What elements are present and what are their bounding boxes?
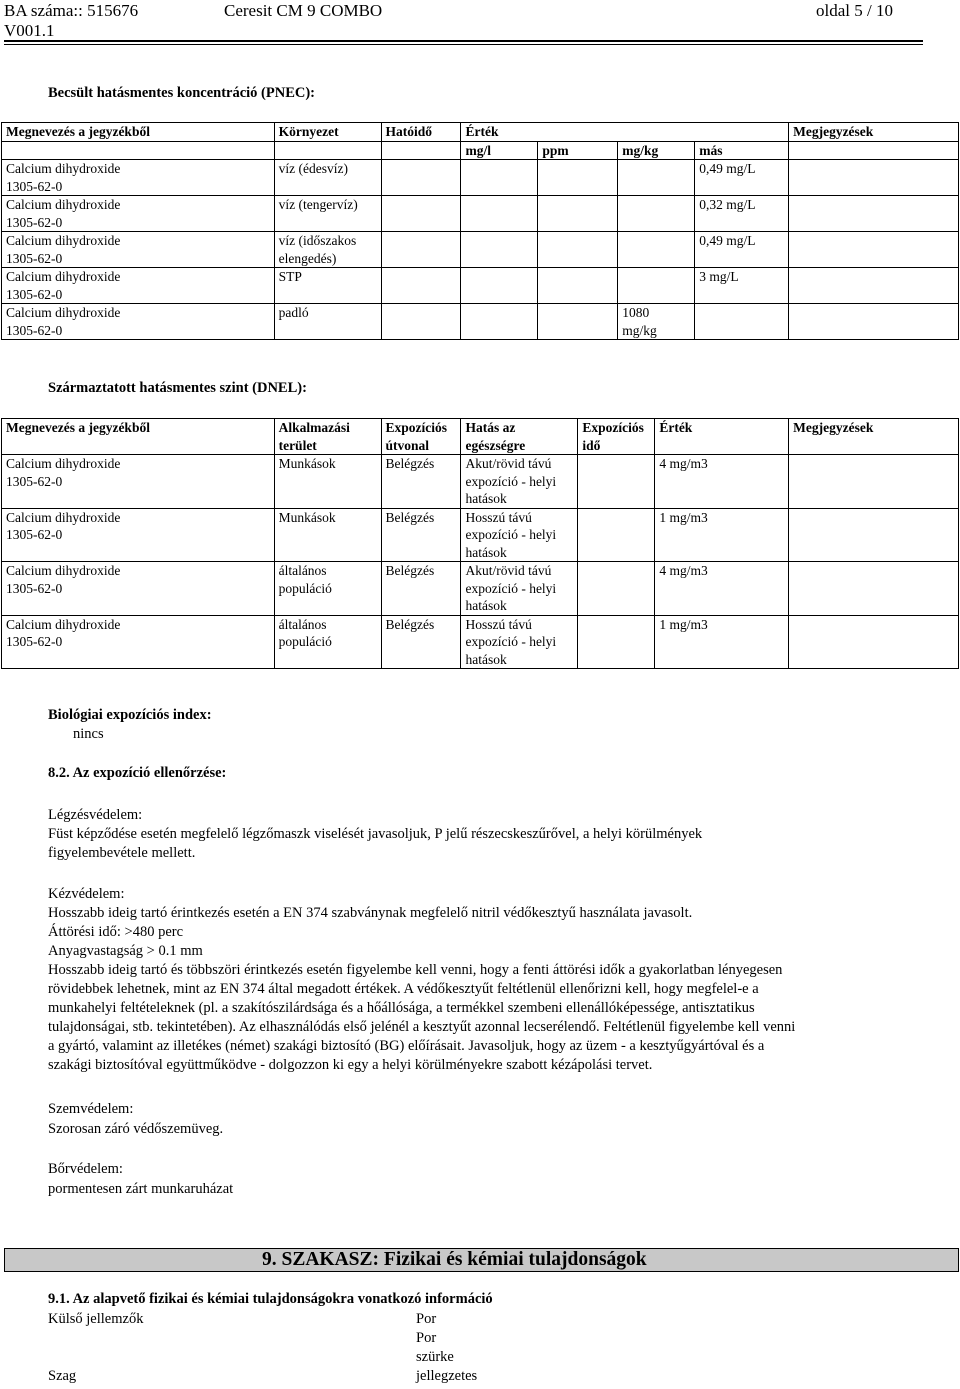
substance-name: Calcium dihydroxide [6,197,121,212]
pnec-header-row [2,123,959,142]
dnel-header-name: Megnevezés a jegyzékből [2,419,275,455]
substance-name: Calcium dihydroxide [6,269,121,284]
hand-line-5: munkahelyi feltételeknek (pl. a szakítószilárdsága és a hőállósága, a termékkel szembeni ellenállóképessége, antisztatikus [48,1000,755,1016]
eye-label: Szemvédelem: [48,1101,134,1117]
health-effect-cont2: hatások [465,491,507,506]
dnel-value: 1 mg/m3 [659,616,708,632]
dnel-header-effect: Hatás az [465,420,516,435]
substance-name: Calcium dihydroxide [6,616,121,632]
exposure-route: Belégzés [385,616,435,632]
dnel-header-area-cont: terület [278,437,317,453]
health-effect: Akut/rövid távú [465,563,552,578]
hand-line-3: Hosszabb ideig tartó és többszöri érintkezés esetén figyelembe kell venni, hogy a fenti áttörési idők a gyakorlatban lényegesen [48,962,783,978]
dnel-value: 4 mg/m3 [659,456,708,471]
dnel-header-row [2,419,959,455]
cas-number: 1305-62-0 [6,527,63,542]
exposure-route: Belégzés [385,509,435,525]
environment: víz (édesvíz) [278,161,348,176]
respiratory-label: Légzésvédelem: [48,807,143,823]
bio-index-value: nincs [73,726,104,742]
application-area: általános [278,563,327,578]
table-row [2,615,959,669]
hand-line-0: Hosszabb ideig tartó érintkezés esetén a EN 374 szabványnak megfelelő nitril védőkesztyű használata javasolt. [48,905,693,921]
dnel-value: 1 mg/m3 [659,509,708,525]
dnel-header-route-cont: útvonal [385,437,430,453]
pnec-header-ppm: ppm [538,141,618,160]
pnec-header-time: Hatóidő [381,123,461,142]
dnel-header-time-cont: idő [582,437,601,453]
health-effect-cont2: hatások [465,598,507,613]
application-area: általános [278,616,327,632]
appearance-value-1: Por [416,1330,437,1346]
environment: víz (tengervíz) [278,197,358,212]
pnec-title: Becsült hatásmentes koncentráció (PNEC): [48,85,316,101]
cas-number: 1305-62-0 [6,322,63,338]
table-row [2,268,959,304]
appearance-value-2: szürke [416,1349,454,1365]
hand-line-4: rövidebbek lehetnek, mint az EN 374 által megadott értékek. A védőkesztyűt feltétlenül ellenőrizni kell, hogy megfelel-e a [48,981,759,997]
skin-label: Bőrvédelem: [48,1161,123,1177]
health-effect: Hosszú távú [465,509,532,525]
application-area-cont: populáció [278,580,332,596]
application-area: Munkások [278,456,336,471]
dnel-header-route: Expozíciós [385,420,448,435]
application-area-cont: populáció [278,634,332,649]
table-row [2,196,959,232]
health-effect: Akut/rövid távú [465,456,552,471]
dnel-title: Származtatott hatásmentes szint (DNEL): [48,380,307,396]
value-other: 0,32 mg/L [699,197,756,212]
cas-number: 1305-62-0 [6,214,63,230]
odor-value: jellegzetes [416,1368,478,1384]
version: V001.1 [4,21,55,40]
value-other: 0,49 mg/L [699,233,756,248]
exposure-route: Belégzés [385,456,435,471]
health-effect: Hosszú távú [465,616,532,632]
eye-value: Szorosan záró védőszemüveg. [48,1121,224,1137]
dnel-header-notes: Megjegyzések [789,419,959,455]
substance-name: Calcium dihydroxide [6,509,121,525]
hand-line-7: a gyártó, valamint az illetékes (német) szakági biztosító (BG) előírásait. Javasoljuk, hogy az üzem - a kesztyűgyártóval és a [48,1038,765,1054]
dnel-value: 4 mg/m3 [659,563,708,578]
dnel-table [1,418,959,669]
environment: víz (időszakos [278,233,357,248]
exposure-route: Belégzés [385,563,435,578]
application-area: Munkások [278,509,336,525]
substance-name: Calcium dihydroxide [6,233,121,248]
table-row [2,160,959,196]
pnec-subheader-row [2,141,959,160]
health-effect-cont2: hatások [465,651,507,667]
exposure-control-title: 8.2. Az expozíció ellenőrzése: [48,765,227,781]
pnec-header-env: Környezet [274,123,381,142]
hand-label: Kézvédelem: [48,886,125,902]
hand-line-2: Anyagvastagság > 0.1 mm [48,943,203,959]
section9-banner [4,1248,959,1272]
environment: STP [278,269,302,284]
pnec-header-notes: Megjegyzések [789,123,959,142]
product-name: Ceresit CM 9 COMBO [224,1,383,20]
health-effect-cont: expozíció - helyi [465,473,557,489]
cas-number: 1305-62-0 [6,634,63,649]
pnec-header-mgkg: mg/kg [618,141,695,160]
pnec-header-value: Érték [461,123,789,142]
substance-name: Calcium dihydroxide [6,563,121,578]
table-row [2,562,959,616]
health-effect-cont: expozíció - helyi [465,527,557,542]
cas-number: 1305-62-0 [6,178,63,194]
value-other: 3 mg/L [699,269,739,284]
respiratory-text-line1: Füst képződése esetén megfelelő légzőmaszk viselését javasoljuk, P jelű részecskeszűrővel, a helyi körülmények [48,826,703,842]
health-effect-cont: expozíció - helyi [465,634,557,649]
skin-value: pormentesen zárt munkaruházat [48,1181,234,1197]
value-mgkg-unit: mg/kg [622,322,657,338]
dnel-header-value: Érték [655,419,789,455]
respiratory-text-line2: figyelembevétele mellett. [48,845,196,861]
environment: padló [278,305,309,320]
environment-cont: elengedés) [278,250,337,266]
section9-subtitle: 9.1. Az alapvető fizikai és kémiai tulajdonságokra vonatkozó információ [48,1291,493,1307]
pnec-header-name: Megnevezés a jegyzékből [2,123,275,142]
header-rule [4,40,923,42]
cas-number: 1305-62-0 [6,286,63,302]
pnec-header-mgl: mg/l [461,141,538,160]
appearance-value-0: Por [416,1311,437,1327]
pnec-table [1,122,959,340]
appearance-label: Külső jellemzők [48,1311,144,1327]
hand-line-6: tulajdonságai, stb. tekintetében). Az elhasználódás első jelénél a kesztyűt azonnal lecserélendő. Feltétlenül figyelembe kell venni [48,1019,796,1035]
pnec-header-other: más [695,141,789,160]
cas-number: 1305-62-0 [6,250,63,266]
cas-number: 1305-62-0 [6,580,63,596]
health-effect-cont: expozíció - helyi [465,580,557,596]
section9-title: 9. SZAKASZ: Fizikai és kémiai tulajdonságok [262,1249,647,1270]
hand-line-1: Áttörési idő: >480 perc [48,924,184,940]
ba-number: BA száma:: 515676 [4,1,139,20]
page-number: oldal 5 / 10 [816,1,893,20]
dnel-header-effect-cont: egészségre [465,437,526,453]
bio-index-title: Biológiai expozíciós index: [48,707,212,723]
dnel-header-time: Expozíciós [582,420,644,435]
dnel-header-area: Alkalmazási [278,420,350,435]
substance-name: Calcium dihydroxide [6,456,121,471]
odor-label: Szag [48,1368,77,1384]
value-mgkg: 1080 [622,305,650,320]
health-effect-cont2: hatások [465,544,507,560]
table-row [2,304,959,340]
hand-line-8: szakági biztosítóval együttműködve - dolgozzon ki egy a helyi körülményekre szabott kézápolási tervet. [48,1057,653,1073]
table-row [2,455,959,509]
table-row [2,508,959,562]
substance-name: Calcium dihydroxide [6,305,121,320]
table-row [2,232,959,268]
value-other: 0,49 mg/L [699,161,756,176]
substance-name: Calcium dihydroxide [6,161,121,176]
cas-number: 1305-62-0 [6,473,63,489]
header-rule-thin [4,44,923,45]
